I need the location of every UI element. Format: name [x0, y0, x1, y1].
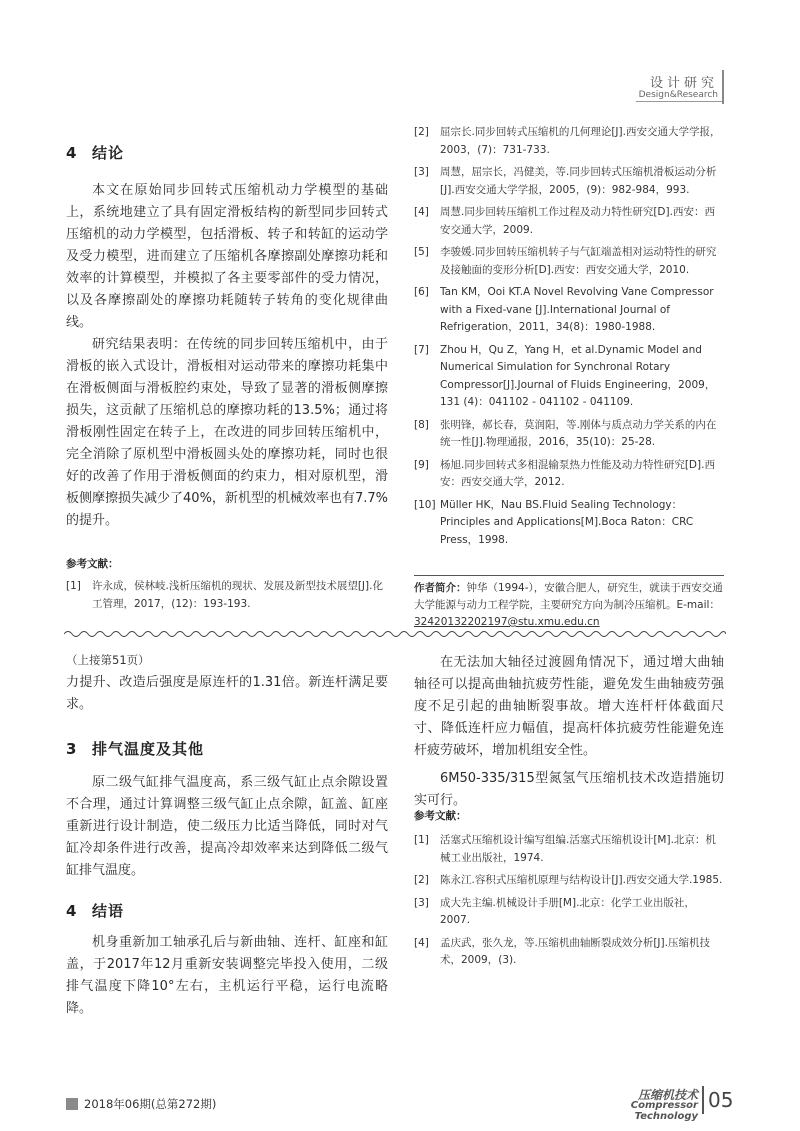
- summary-body: [66, 932, 388, 1020]
- references-heading: 参考文献：: [66, 558, 119, 570]
- continued-note: （上接第51页）: [66, 653, 150, 667]
- reference-item: [414, 895, 724, 930]
- reference-item: [66, 578, 388, 613]
- reference-number: [7]: [414, 343, 429, 356]
- reference-number: [5]: [414, 246, 429, 258]
- page-number: 05: [708, 1088, 734, 1112]
- reference-item: [414, 935, 724, 970]
- heading-conclusion: [66, 142, 124, 163]
- reference-text: Tan KM，Ooi KT.A Novel Revolving Vane Compressor with a Fixed-vane [J].International Journal of Refrigeration，2011，34(8)：1980-1988.: [440, 286, 714, 333]
- reference-text: 周慧，屈宗长，冯健美，等.同步回转式压缩机滑板运动分析[J].西安交通大学学报，2005，(9)：982-984，993.: [440, 166, 717, 196]
- paragraph: 原二级气缸排气温度高，系三级气缸止点余隙设置不合理，通过计算调整三级气缸止点余隙，缸盖、缸座重新进行设计制造，使二级压力比适当降低，同时对气缸冷却条件进行改善，提高冷却效率来达到降低二级气缸排气温度。: [66, 775, 388, 878]
- reference-item: [414, 124, 724, 159]
- journal-logo-en: Compressor Technology: [630, 1100, 698, 1122]
- reference-item: [414, 244, 724, 279]
- continued-paragraph: [66, 672, 388, 716]
- reference-text: 杨旭.同步回转式多相混输泵热力性能及动力特性研究[D].西安：西安交通大学，2012.: [440, 458, 715, 488]
- section-title-en: Design&Research: [638, 90, 718, 100]
- reference-number: [3]: [414, 166, 429, 178]
- paragraph: 在无法加大轴径过渡圆角情况下，通过增大曲轴轴径可以提高曲轴抗疲劳性能，避免发生曲轴疲劳强度不足引起的曲轴断裂事故。增大连杆杆体截面尺寸、降低连杆应力幅值，提高杆体抗疲劳性能避免连杆疲劳破坏，增加机组安全性。: [414, 655, 724, 758]
- reference-item: [414, 457, 724, 492]
- reference-number: [4]: [414, 206, 429, 218]
- reference-number: [4]: [414, 936, 429, 949]
- reference-list-continued: [414, 124, 724, 554]
- reference-item: [414, 284, 724, 337]
- reference-text: Müller HK，Nau BS.Fluid Sealing Technology：Principles and Applications[M].Boca Raton：CRC Press，1998.: [440, 498, 694, 546]
- reference-number: [8]: [414, 418, 429, 431]
- reference-text: 许永成，侯林岐.浅析压缩机的现状、发展及新型技术展望[J].化工管理，2017，(12)：193-193.: [92, 580, 383, 610]
- heading-text: 排气温度及其他: [92, 740, 205, 758]
- reference-text: 活塞式压缩机设计编写组编.活塞式压缩机设计[M].北京：机械工业出版社，1974.: [440, 834, 716, 864]
- conclusion-body: [66, 180, 388, 532]
- header-rule: [636, 101, 722, 102]
- journal-logo-cn: 压缩机技术: [637, 1088, 698, 1102]
- reference-number: [1]: [414, 834, 429, 846]
- reference-text: 陈永江.容积式压缩机原理与结构设计[J].西安交通大学.1985.: [440, 874, 723, 886]
- wavy-divider: [64, 628, 726, 640]
- reference-item: [414, 342, 724, 412]
- reference-text: 成大先主编.机械设计手册[M].北京：化学工业出版社，2007.: [440, 896, 695, 926]
- reference-list: [66, 578, 388, 618]
- reference-number: [3]: [414, 896, 429, 909]
- heading-number: 3: [66, 740, 78, 758]
- reference-number: [1]: [66, 580, 81, 592]
- heading-number: 4: [66, 902, 78, 920]
- reference-text: Zhou H，Qu Z，Yang H，et al.Dynamic Model and Numerical Simulation for Synchronal Rotary Compressor[J].Journal of Fluids Engineering，2009，131 (4)：041102 - 041102 - 041109.: [440, 343, 716, 408]
- reference-number: [2]: [414, 874, 429, 886]
- paragraph: 6M50-335/315型氮氢气压缩机技术改造措施切实可行。: [414, 771, 724, 808]
- reference-number: [6]: [414, 286, 429, 298]
- reference-text: 张明锋，郝长春，莫润阳，等.刚体与质点动力学关系的内在统一性[J].物理通报，2016，35(10)：25-28.: [440, 418, 717, 448]
- author-rule: [414, 575, 724, 576]
- heading-text: 结论: [92, 144, 125, 162]
- author-label: 作者简介：: [414, 582, 467, 594]
- heading-summary: [66, 900, 124, 921]
- reference-number: [10]: [414, 498, 436, 511]
- heading-exhaust: [66, 738, 204, 759]
- paragraph: 本文在原始同步回转式压缩机动力学模型的基础上，系统地建立了具有固定滑板结构的新型同步回转式压缩机的动力学模型，包括滑板、转子和转缸的运动学及受力模型，进而建立了压缩机各摩擦副处摩擦功耗和效率的计算模型，并模拟了各主要零部件的受力情况，以及各摩擦副处的摩擦功耗随转子转角的变化规律曲线。: [66, 183, 388, 330]
- reference-item: [414, 204, 724, 239]
- reference-text: 孟庆武，张久龙，等.压缩机曲轴断裂成效分析[J].压缩机技术，2009，(3).: [440, 936, 710, 966]
- reference-number: [9]: [414, 458, 429, 471]
- reference-item: [414, 872, 724, 890]
- reference-text: 屈宗长.同步回转式压缩机的几何理论[J].西安交通大学学报，2003，(7)：731-733.: [440, 126, 721, 156]
- reference-text: 周慧.同步回转压缩机工作过程及动力特性研究[D].西安：西安交通大学，2009.: [440, 206, 715, 236]
- reference-item: [414, 497, 724, 550]
- reference-number: [2]: [414, 126, 429, 138]
- author-bio: [414, 580, 724, 631]
- footer-bar: [702, 1086, 704, 1114]
- reference-item: [414, 164, 724, 199]
- wave-line: [64, 632, 726, 637]
- reference-item: [414, 832, 724, 867]
- reference-item: [414, 417, 724, 452]
- reference-list-bottom: [414, 832, 724, 975]
- paragraph: 机身重新加工轴承孔后与新曲轴、连杆、缸座和缸盖，于2017年12月重新安装调整完毕投入使用，二级排气温度下降10°左右，主机运行平稳，运行电流略降。: [66, 935, 388, 1016]
- section-title-cn: 设计研究: [649, 76, 718, 91]
- references-heading: 参考文献：: [414, 810, 467, 822]
- exhaust-body: [66, 772, 388, 882]
- author-email-link[interactable]: 3242013220​2197@stu.xmu.edu.cn: [414, 616, 600, 628]
- measures-body: [414, 652, 724, 812]
- heading-number: 4: [66, 144, 78, 162]
- paragraph: 力提升、改造后强度是原连杆的1.31倍。新连杆满足要求。: [66, 675, 388, 712]
- footer-square-icon: [66, 1098, 78, 1110]
- header-bar: [722, 70, 724, 104]
- author-text: 钟华（1994-），安徽合肥人，研究生，就读于西安交通大学能源与动力工程学院，主要研究方向为制冷压缩机。E-mail：: [414, 582, 723, 611]
- paragraph: 研究结果表明：在传统的同步回转压缩机中，由于滑板的嵌入式设计，滑板相对运动带来的摩擦功耗集中在滑板侧面与滑板腔约束处，导致了显著的滑板侧摩擦损失，这贡献了压缩机总的摩擦功耗的13.5%；通过将滑板刚性固定在转子上，在改进的同步回转压缩机中，完全消除了原机型中滑板圆头处的摩擦功耗，同时也很好的改善了作用于滑板侧面的约束力，相对原机型，滑板侧摩擦损失减少了40%，新机型的机械效率也有7.7%的提升。: [66, 337, 388, 528]
- reference-text: 李骏媛.同步回转压缩机转子与气缸端盖相对运动特性的研究及接触面的变形分析[D].西安：西安交通大学，2010.: [440, 246, 717, 276]
- issue-info: 2018年06期(总第272期): [84, 1097, 217, 1111]
- heading-text: 结语: [92, 902, 125, 920]
